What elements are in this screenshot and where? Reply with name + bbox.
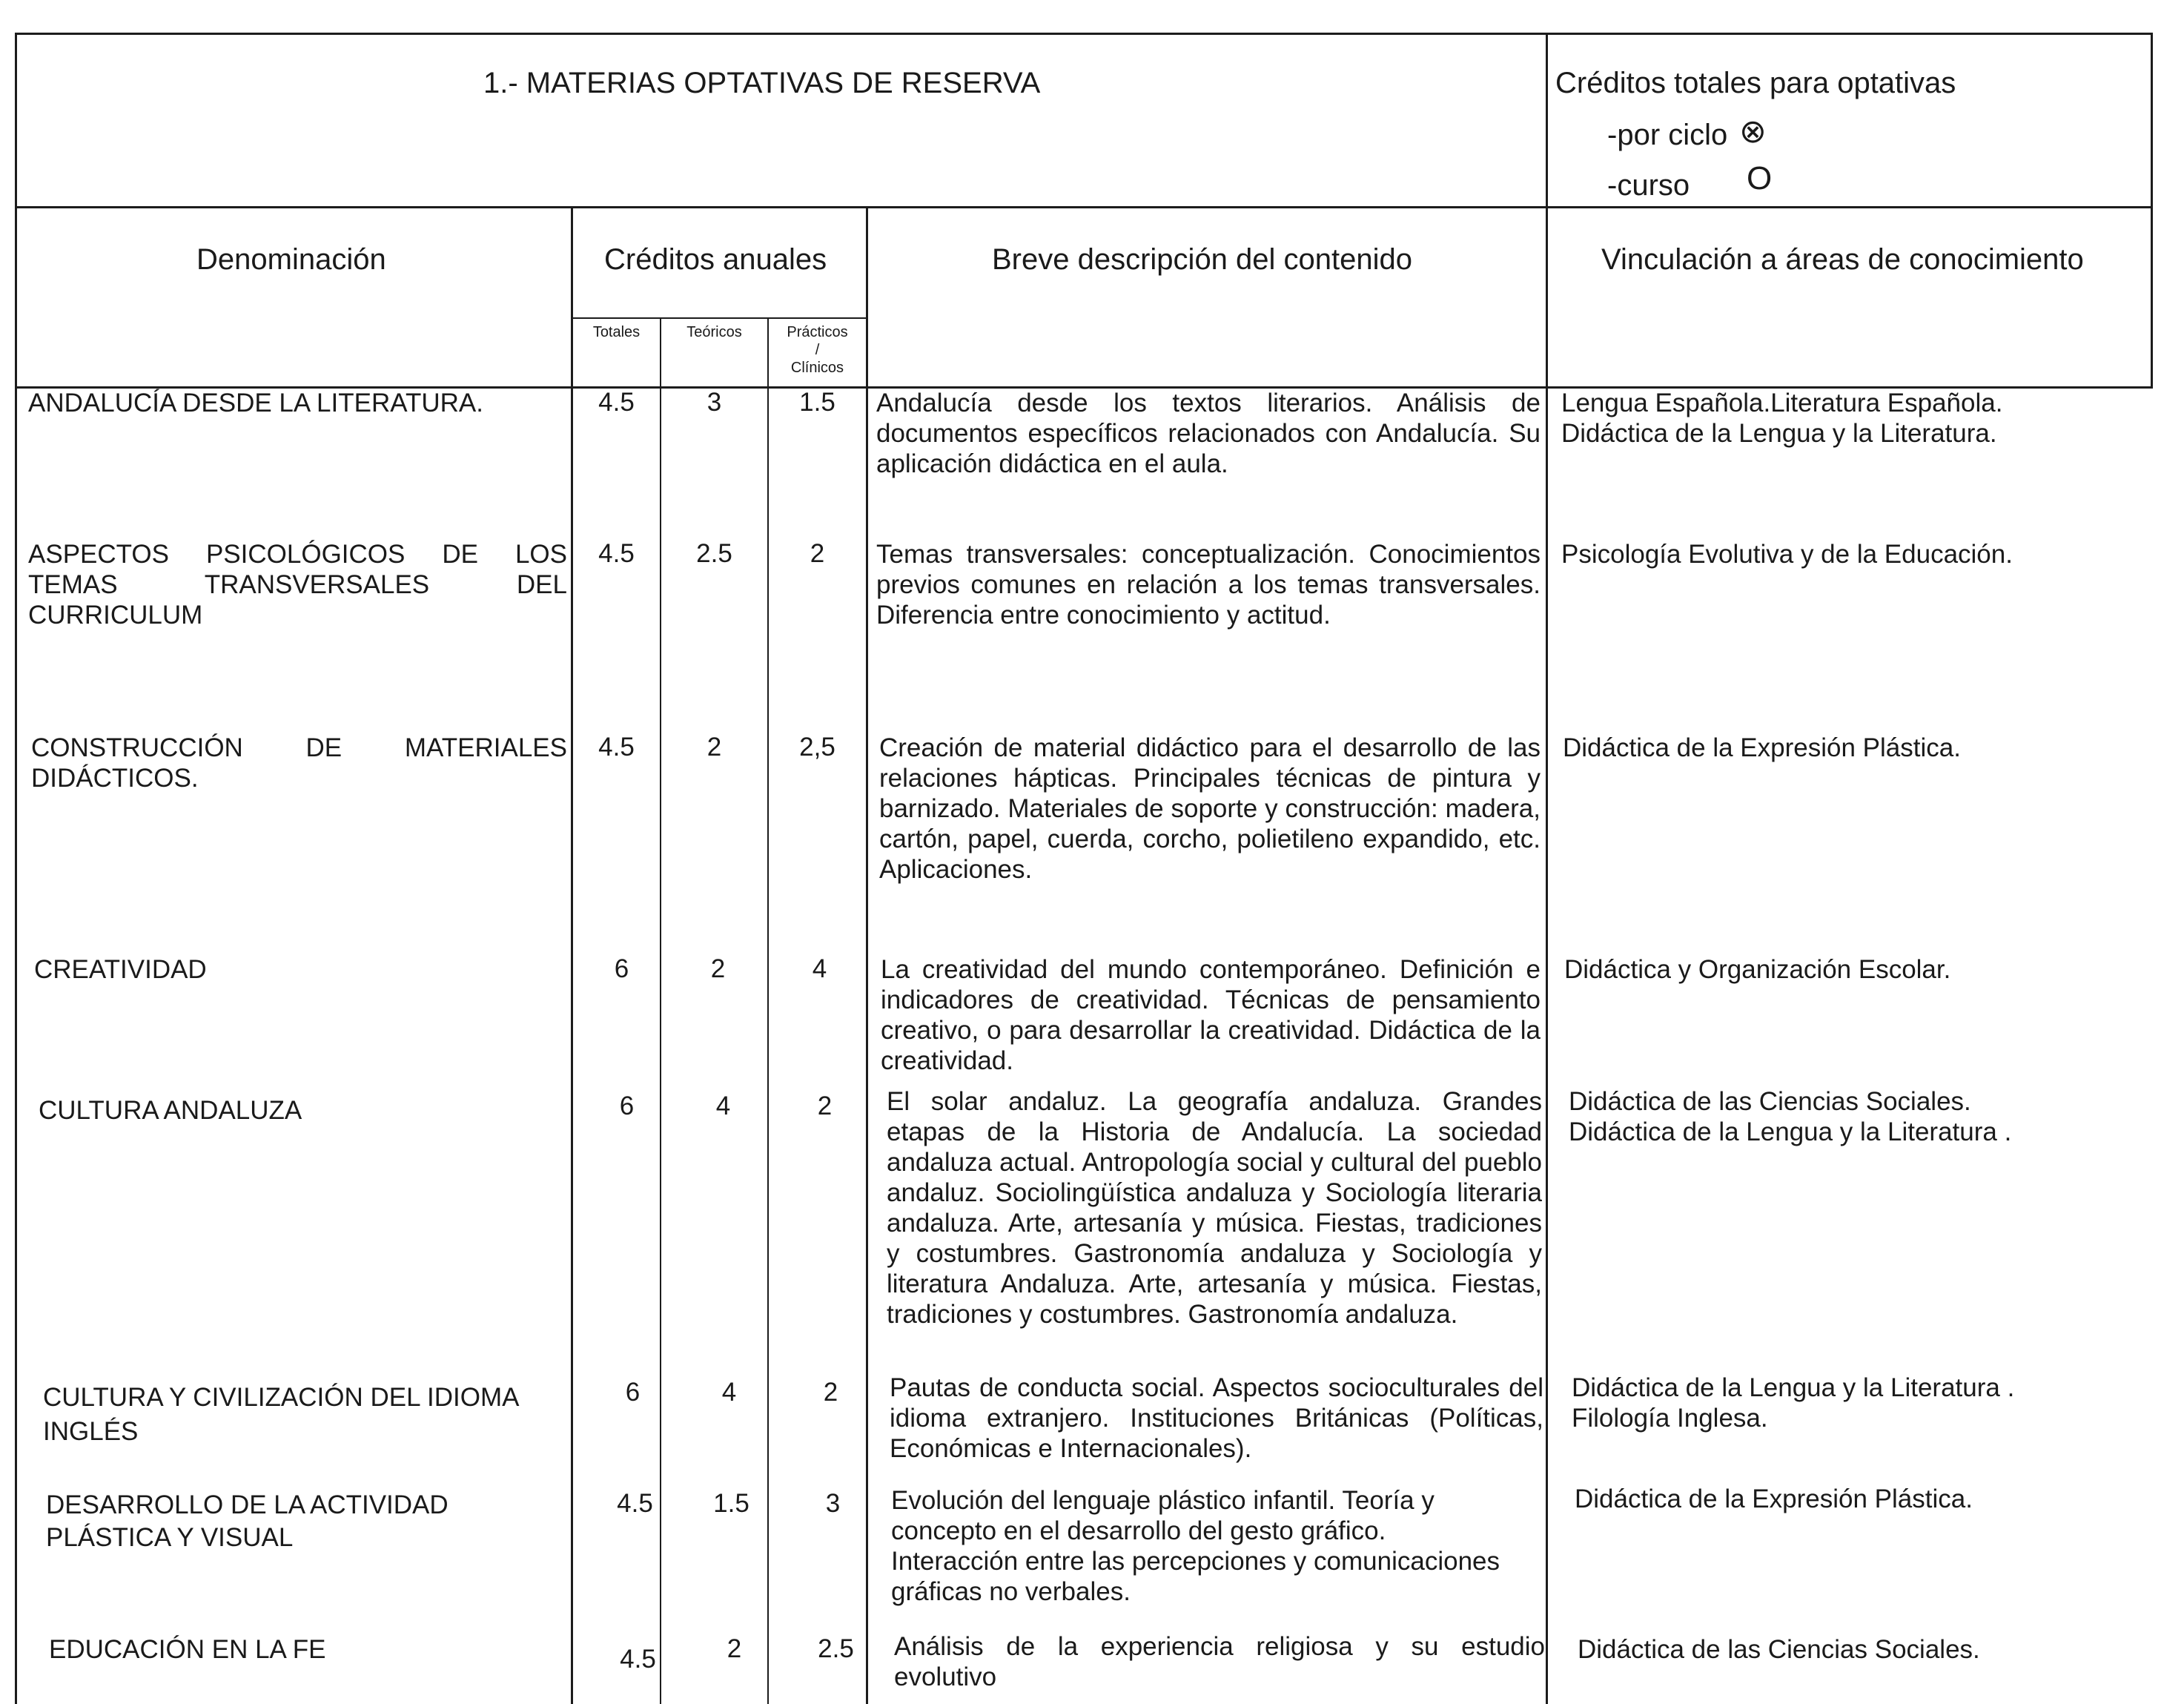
row-description: Análisis de la experiencia religiosa y su estudio evolutivo (894, 1632, 1545, 1691)
column-header-areas: Vinculación a áreas de conocimiento (1601, 243, 2084, 276)
row-description: Pautas de conducta social. Aspectos socioculturales del idioma extranjero. Instituciones Británicas (Políticas, Económicas e Internacionales). (890, 1373, 1543, 1463)
row-total-credits: 6 (614, 954, 629, 983)
credits-subheader-rule (571, 317, 867, 319)
row-practice-credits: 1.5 (799, 388, 835, 417)
row-areas: Psicología Evolutiva y de la Educación. (1561, 540, 2013, 569)
row-areas: Didáctica de la Expresión Plástica. (1575, 1485, 1973, 1513)
row-theory-credits: 1.5 (713, 1489, 749, 1518)
row-areas: Didáctica de la Expresión Plástica. (1563, 733, 1961, 762)
per-cycle-checked-icon: ⊗ (1739, 113, 1767, 150)
subheader-practice: Prácticos / Clínicos (787, 324, 848, 376)
row-theory-credits: 2.5 (696, 539, 732, 568)
row-total-credits: 4.5 (598, 733, 635, 762)
row-name: EDUCACIÓN EN LA FE (49, 1635, 326, 1664)
row-name: CONSTRUCCIÓN DE MATERIALES DIDÁCTICOS. (31, 733, 567, 793)
title-bottom-rule (15, 206, 2153, 208)
title-divider (1546, 33, 1548, 389)
column-header-credits: Créditos anuales (604, 243, 827, 276)
row-practice-credits: 2 (810, 539, 825, 568)
row-name: ANDALUCÍA DESDE LA LITERATURA. (28, 389, 483, 417)
row-practice-credits: 2 (817, 1092, 833, 1120)
per-course-unchecked-icon: O (1747, 160, 1773, 197)
row-practice-credits: 2.5 (818, 1634, 854, 1663)
row-theory-credits: 2 (707, 733, 722, 762)
row-theory-credits: 4 (715, 1092, 731, 1120)
row-description: Andalucía desde los textos literarios. Análisis de documentos específicos relacionados con Andalucía. Su aplicación didáctica en el aula. (876, 389, 1541, 478)
table-border-top (15, 33, 2153, 35)
row-areas: Didáctica y Organización Escolar. (1564, 955, 1951, 984)
per-cycle-label: -por ciclo (1607, 119, 1728, 151)
table-border-left (15, 33, 17, 1704)
col-rule-name (571, 206, 573, 1704)
row-total-credits: 4.5 (598, 388, 635, 417)
row-total-credits: 6 (625, 1378, 641, 1407)
credits-title: Créditos totales para optativas (1555, 67, 1956, 99)
row-practice-credits: 4 (812, 954, 827, 983)
row-theory-credits: 3 (707, 388, 722, 417)
row-areas: Didáctica de las Ciencias Sociales. (1578, 1635, 1980, 1664)
column-header-description: Breve descripción del contenido (992, 243, 1413, 276)
page-title: 1.- MATERIAS OPTATIVAS DE RESERVA (483, 67, 1041, 99)
row-description: Creación de material didáctico para el desarrollo de las relaciones hápticas. Principales técnicas de pintura y barnizado. Materiales de soporte y construcción: madera, cartón, papel, cuerda, corcho, polietileno expandido, etc. Aplicaciones. (879, 733, 1541, 884)
row-total-credits: 4.5 (598, 539, 635, 568)
row-name: ASPECTOS PSICOLÓGICOS DE LOS TEMAS TRANSVERSALES DEL CURRICULUM (28, 540, 567, 630)
row-areas: Didáctica de la Lengua y la Literatura . Filología Inglesa. (1572, 1373, 2015, 1433)
subheader-totals: Totales (592, 324, 641, 340)
row-description: Temas transversales: conceptualización. Conocimientos previos comunes en relación a los temas transversales. Diferencia entre conocimiento y actitud. (876, 540, 1541, 630)
row-theory-credits: 4 (721, 1378, 737, 1407)
row-description: El solar andaluz. La geografía andaluza. Grandes etapas de la Historia de Andalucía. La sociedad andaluza actual. Antropología social y cultural del pueblo andaluz. Sociolingüística andaluza y Sociología literaria andaluza. Arte, artesanía y música. Fiestas, tradiciones y costumbres. Gastronomía andaluza y Sociología y literatura Andaluza. Arte, artesanía y música. Fiestas, tradiciones y costumbres. Gastronomía andaluza. (887, 1087, 1542, 1329)
col-rule-description (1546, 386, 1548, 1704)
row-theory-credits: 2 (727, 1634, 742, 1663)
row-total-credits: 6 (619, 1092, 635, 1120)
row-name: DESARROLLO DE LA ACTIVIDAD PLÁSTICA Y VISUAL (46, 1490, 449, 1552)
row-areas: Didáctica de las Ciencias Sociales. Didáctica de la Lengua y la Literatura . (1569, 1087, 2012, 1146)
per-course-label: -curso (1607, 169, 1690, 202)
row-practice-credits: 2 (823, 1378, 838, 1407)
row-areas: Lengua Española.Literatura Española. Didáctica de la Lengua y la Literatura. (1561, 389, 2003, 448)
row-name: CULTURA ANDALUZA (39, 1096, 302, 1125)
row-practice-credits: 2,5 (799, 733, 835, 762)
row-description: Evolución del lenguaje plástico infantil. Teoría y concepto en el desarrollo del gesto gráfico. Interacción entre las percepciones y comunicaciones gráficas no verbales. (891, 1486, 1500, 1606)
row-total-credits: 4.5 (620, 1645, 656, 1674)
column-header-name: Denominación (196, 243, 386, 276)
subheader-theory: Teóricos (686, 324, 742, 340)
row-name: CULTURA Y CIVILIZACIÓN DEL IDIOMA INGLÉS (43, 1383, 520, 1446)
row-total-credits: 4.5 (617, 1489, 653, 1518)
row-practice-credits: 3 (825, 1489, 841, 1518)
row-theory-credits: 2 (710, 954, 726, 983)
table-border-right (2151, 33, 2153, 389)
row-name: CREATIVIDAD (34, 955, 207, 984)
row-description: La creatividad del mundo contemporáneo. Definición e indicadores de creatividad. Técnicas de pensamiento creativo, o para desarrollar la creatividad. Didáctica de la creatividad. (881, 955, 1541, 1075)
